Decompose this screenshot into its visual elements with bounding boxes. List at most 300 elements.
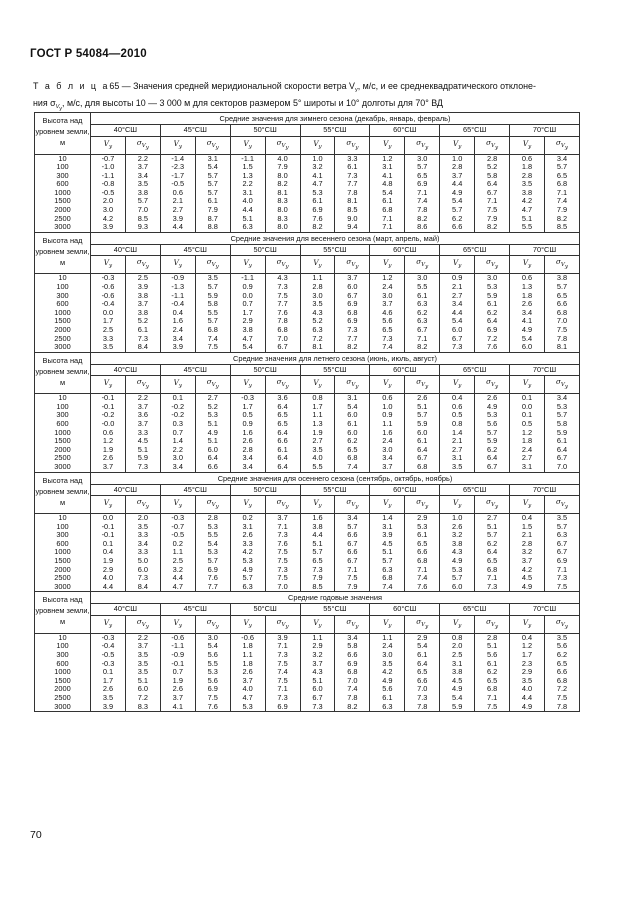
mean-speed-cell: 4.5 bbox=[440, 677, 475, 686]
std-dev-cell: 3.1 bbox=[335, 394, 370, 403]
mean-speed-cell: 1.3 bbox=[300, 420, 335, 429]
std-dev-cell: 7.3 bbox=[405, 694, 440, 703]
std-dev-symbol: $\sigma_{V_y}$ bbox=[475, 256, 510, 274]
std-dev-cell: 7.5 bbox=[265, 677, 300, 686]
std-dev-cell: 5.9 bbox=[544, 429, 579, 438]
mean-speed-cell: -0.1 bbox=[91, 394, 126, 403]
height-cell: 2500 bbox=[35, 694, 91, 703]
sector-header: 50°СШ bbox=[230, 484, 300, 496]
mean-speed-cell: -1.0 bbox=[91, 163, 126, 172]
std-dev-cell: 7.1 bbox=[265, 685, 300, 694]
mean-speed-cell: 3.7 bbox=[300, 660, 335, 669]
std-dev-cell: 5.6 bbox=[475, 420, 510, 429]
table-body bbox=[35, 113, 580, 712]
std-dev-cell: 8.2 bbox=[475, 223, 510, 232]
mean-speed-cell: 3.8 bbox=[440, 668, 475, 677]
std-dev-cell: 6.5 bbox=[405, 540, 440, 549]
mean-speed-cell: 2.2 bbox=[160, 446, 195, 455]
mean-speed-cell: 5.7 bbox=[370, 557, 405, 566]
mean-speed-cell: 3.8 bbox=[440, 540, 475, 549]
mean-speed-cell: 1.0 bbox=[300, 154, 335, 163]
std-dev-cell: 7.6 bbox=[265, 309, 300, 318]
table-row bbox=[35, 583, 580, 592]
mean-speed-symbol: $V_y$ bbox=[230, 615, 265, 633]
table-row bbox=[35, 454, 580, 463]
std-dev-cell: 6.1 bbox=[405, 531, 440, 540]
table-row bbox=[35, 180, 580, 189]
std-dev-cell: 6.3 bbox=[544, 531, 579, 540]
table-row bbox=[35, 429, 580, 438]
std-dev-cell: 5.7 bbox=[125, 197, 160, 206]
mean-speed-cell: 2.5 bbox=[160, 557, 195, 566]
std-dev-cell: 6.7 bbox=[405, 454, 440, 463]
std-dev-cell: 6.1 bbox=[544, 437, 579, 446]
mean-speed-cell: 3.5 bbox=[91, 694, 126, 703]
std-dev-cell: 6.4 bbox=[265, 429, 300, 438]
std-dev-cell: 2.7 bbox=[195, 394, 230, 403]
sector-header: 70°СШ bbox=[510, 484, 580, 496]
mean-speed-cell: -0.5 bbox=[91, 189, 126, 198]
std-dev-cell: 7.1 bbox=[405, 335, 440, 344]
std-dev-cell: 7.7 bbox=[265, 300, 300, 309]
mean-speed-cell: 0.1 bbox=[91, 540, 126, 549]
std-dev-cell: 7.3 bbox=[125, 463, 160, 472]
mean-speed-cell: 6.7 bbox=[440, 335, 475, 344]
std-dev-cell: 5.4 bbox=[335, 403, 370, 412]
std-dev-symbol: $\sigma_{V_y}$ bbox=[125, 376, 160, 394]
mean-speed-cell: 4.9 bbox=[370, 677, 405, 686]
mean-speed-symbol: $V_y$ bbox=[91, 136, 126, 154]
std-dev-cell: 8.1 bbox=[544, 343, 579, 352]
std-dev-cell: 2.9 bbox=[405, 633, 440, 642]
std-dev-cell: 3.6 bbox=[265, 394, 300, 403]
height-cell: 2000 bbox=[35, 326, 91, 335]
mean-speed-cell: 5.3 bbox=[230, 557, 265, 566]
std-dev-cell: 6.0 bbox=[405, 429, 440, 438]
mean-speed-cell: 5.7 bbox=[440, 574, 475, 583]
std-dev-cell: 7.9 bbox=[544, 206, 579, 215]
mean-speed-cell: 6.3 bbox=[370, 703, 405, 712]
mean-speed-symbol: $V_y$ bbox=[370, 615, 405, 633]
std-dev-cell: 7.6 bbox=[265, 540, 300, 549]
std-dev-cell: 7.6 bbox=[475, 343, 510, 352]
symbol-header-row bbox=[35, 496, 580, 514]
mean-speed-symbol: $V_y$ bbox=[300, 496, 335, 514]
std-dev-cell: 3.0 bbox=[195, 633, 230, 642]
table-row bbox=[35, 703, 580, 712]
height-cell: 1500 bbox=[35, 677, 91, 686]
mean-speed-cell: 0.2 bbox=[230, 514, 265, 523]
mean-speed-cell: 2.1 bbox=[160, 197, 195, 206]
std-dev-cell: 8.5 bbox=[335, 206, 370, 215]
std-dev-cell: 4.3 bbox=[265, 274, 300, 283]
height-cell: 10 bbox=[35, 274, 91, 283]
mean-speed-cell: 4.7 bbox=[230, 694, 265, 703]
mean-speed-cell: 5.4 bbox=[510, 335, 545, 344]
mean-speed-symbol: $V_y$ bbox=[440, 615, 475, 633]
std-dev-cell: 6.7 bbox=[335, 540, 370, 549]
std-dev-cell: 7.0 bbox=[125, 206, 160, 215]
mean-speed-cell: 1.8 bbox=[510, 292, 545, 301]
std-dev-cell: 3.7 bbox=[125, 163, 160, 172]
mean-speed-cell: 3.7 bbox=[440, 172, 475, 181]
std-dev-cell: 9.4 bbox=[335, 223, 370, 232]
height-column-header: Высота над уровнем земли, м bbox=[35, 113, 91, 155]
std-dev-symbol: $\sigma_{V_y}$ bbox=[265, 496, 300, 514]
mean-speed-cell: 4.8 bbox=[370, 180, 405, 189]
std-dev-cell: 3.9 bbox=[125, 283, 160, 292]
std-dev-cell: 6.6 bbox=[195, 463, 230, 472]
std-dev-cell: 7.1 bbox=[335, 566, 370, 575]
mean-speed-cell: 2.6 bbox=[160, 685, 195, 694]
std-dev-symbol: $\sigma_{V_y}$ bbox=[195, 376, 230, 394]
std-dev-cell: 7.3 bbox=[265, 531, 300, 540]
std-dev-cell: 7.4 bbox=[335, 685, 370, 694]
table-row bbox=[35, 326, 580, 335]
mean-speed-cell: 5.6 bbox=[370, 685, 405, 694]
std-dev-cell: 7.6 bbox=[195, 574, 230, 583]
sector-header: 40°СШ bbox=[91, 604, 161, 616]
std-dev-cell: 3.7 bbox=[125, 420, 160, 429]
mean-speed-cell: 3.9 bbox=[160, 343, 195, 352]
std-dev-cell: 8.0 bbox=[265, 172, 300, 181]
std-dev-cell: 5.7 bbox=[544, 523, 579, 532]
mean-speed-cell: 1.7 bbox=[230, 309, 265, 318]
std-dev-cell: 6.0 bbox=[125, 566, 160, 575]
height-cell: 10 bbox=[35, 633, 91, 642]
table-row bbox=[35, 394, 580, 403]
std-dev-symbol: $\sigma_{V_y}$ bbox=[125, 615, 160, 633]
mean-speed-cell: 0.0 bbox=[510, 403, 545, 412]
std-dev-cell: 7.0 bbox=[335, 677, 370, 686]
mean-speed-cell: 3.4 bbox=[160, 335, 195, 344]
std-dev-cell: 6.8 bbox=[335, 668, 370, 677]
std-dev-symbol: $\sigma_{V_y}$ bbox=[475, 136, 510, 154]
std-dev-cell: 7.5 bbox=[544, 326, 579, 335]
std-dev-cell: 3.5 bbox=[125, 668, 160, 677]
season-header-row bbox=[35, 232, 580, 244]
mean-speed-cell: 2.2 bbox=[230, 180, 265, 189]
std-dev-cell: 5.4 bbox=[195, 642, 230, 651]
mean-speed-cell: 4.1 bbox=[300, 172, 335, 181]
mean-speed-cell: 6.0 bbox=[510, 343, 545, 352]
height-cell: 2000 bbox=[35, 446, 91, 455]
mean-speed-cell: 2.7 bbox=[300, 437, 335, 446]
std-dev-cell: 5.2 bbox=[475, 163, 510, 172]
table-row bbox=[35, 446, 580, 455]
height-cell: 600 bbox=[35, 660, 91, 669]
mean-speed-cell: 2.6 bbox=[91, 685, 126, 694]
std-dev-cell: 4.5 bbox=[125, 437, 160, 446]
mean-speed-cell: 1.4 bbox=[440, 429, 475, 438]
mean-speed-cell: 2.4 bbox=[160, 326, 195, 335]
std-dev-cell: 3.5 bbox=[125, 180, 160, 189]
std-dev-cell: 7.3 bbox=[265, 283, 300, 292]
std-dev-cell: 5.1 bbox=[125, 446, 160, 455]
sector-header-row bbox=[35, 244, 580, 256]
mean-speed-cell: 2.9 bbox=[300, 642, 335, 651]
std-dev-cell: 7.4 bbox=[195, 335, 230, 344]
mean-speed-cell: 1.3 bbox=[510, 283, 545, 292]
std-dev-cell: 6.1 bbox=[195, 197, 230, 206]
sector-header: 45°СШ bbox=[160, 484, 230, 496]
mean-speed-cell: 4.5 bbox=[510, 574, 545, 583]
mean-speed-cell: 5.7 bbox=[440, 206, 475, 215]
std-dev-cell: 5.5 bbox=[195, 531, 230, 540]
season-title: Средние значения для весеннего сезона (март, апрель, май) bbox=[91, 232, 580, 244]
mean-speed-cell: -0.5 bbox=[91, 651, 126, 660]
mean-speed-cell: 0.1 bbox=[91, 668, 126, 677]
table-row bbox=[35, 668, 580, 677]
std-dev-cell: 8.2 bbox=[544, 215, 579, 224]
std-dev-cell: 3.3 bbox=[125, 429, 160, 438]
table-row bbox=[35, 642, 580, 651]
mean-speed-cell: 1.4 bbox=[370, 514, 405, 523]
height-cell: 1500 bbox=[35, 437, 91, 446]
std-dev-cell: 7.8 bbox=[405, 206, 440, 215]
sector-header: 65°СШ bbox=[440, 604, 510, 616]
table-row bbox=[35, 197, 580, 206]
mean-speed-cell: -0.1 bbox=[91, 531, 126, 540]
std-dev-cell: 5.4 bbox=[195, 540, 230, 549]
caption-line1: 65 — Значения средней меридиональной скорости ветра V bbox=[109, 81, 355, 91]
std-dev-cell: 6.8 bbox=[475, 566, 510, 575]
std-dev-cell: 7.3 bbox=[125, 335, 160, 344]
mean-speed-symbol: $V_y$ bbox=[160, 256, 195, 274]
mean-speed-cell: 6.0 bbox=[300, 685, 335, 694]
std-dev-cell: 2.8 bbox=[475, 154, 510, 163]
std-dev-cell: 5.7 bbox=[405, 411, 440, 420]
mean-speed-symbol: $V_y$ bbox=[230, 256, 265, 274]
mean-speed-cell: 4.4 bbox=[440, 309, 475, 318]
sector-header: 45°СШ bbox=[160, 244, 230, 256]
mean-speed-cell: 4.9 bbox=[510, 583, 545, 592]
mean-speed-cell: 0.7 bbox=[230, 300, 265, 309]
std-dev-cell: 6.9 bbox=[195, 685, 230, 694]
mean-speed-cell: 8.2 bbox=[300, 223, 335, 232]
std-dev-cell: 3.4 bbox=[125, 540, 160, 549]
mean-speed-cell: -0.6 bbox=[91, 292, 126, 301]
table-row bbox=[35, 223, 580, 232]
std-dev-cell: 5.7 bbox=[195, 189, 230, 198]
mean-speed-cell: 5.7 bbox=[230, 574, 265, 583]
std-dev-cell: 7.4 bbox=[335, 463, 370, 472]
mean-speed-cell: 3.0 bbox=[300, 292, 335, 301]
std-dev-cell: 2.9 bbox=[405, 514, 440, 523]
sector-header: 40°СШ bbox=[91, 125, 161, 137]
mean-speed-cell: 6.0 bbox=[440, 583, 475, 592]
height-cell: 1000 bbox=[35, 189, 91, 198]
height-cell: 1500 bbox=[35, 317, 91, 326]
std-dev-cell: 5.7 bbox=[195, 557, 230, 566]
mean-speed-cell: 1.7 bbox=[510, 651, 545, 660]
std-dev-cell: 6.6 bbox=[335, 531, 370, 540]
mean-speed-cell: 1.2 bbox=[510, 429, 545, 438]
std-dev-cell: 6.7 bbox=[405, 326, 440, 335]
std-dev-cell: 3.5 bbox=[544, 633, 579, 642]
std-dev-cell: 2.8 bbox=[195, 514, 230, 523]
height-cell: 3000 bbox=[35, 223, 91, 232]
mean-speed-cell: 7.3 bbox=[440, 343, 475, 352]
std-dev-cell: 4.9 bbox=[475, 403, 510, 412]
mean-speed-cell: 4.2 bbox=[91, 215, 126, 224]
wind-speed-table bbox=[34, 112, 580, 712]
std-dev-cell: 5.5 bbox=[195, 309, 230, 318]
mean-speed-symbol: $V_y$ bbox=[510, 136, 545, 154]
sector-header: 55°СШ bbox=[300, 604, 370, 616]
height-cell: 100 bbox=[35, 163, 91, 172]
std-dev-cell: 6.6 bbox=[335, 651, 370, 660]
std-dev-cell: 6.0 bbox=[195, 446, 230, 455]
mean-speed-cell: 1.2 bbox=[370, 274, 405, 283]
std-dev-cell: 6.2 bbox=[475, 446, 510, 455]
std-dev-cell: 7.2 bbox=[125, 694, 160, 703]
mean-speed-cell: 0.3 bbox=[160, 420, 195, 429]
mean-speed-cell: 3.1 bbox=[440, 660, 475, 669]
mean-speed-cell: 3.4 bbox=[230, 454, 265, 463]
std-dev-symbol: $\sigma_{V_y}$ bbox=[335, 615, 370, 633]
sector-header: 50°СШ bbox=[230, 364, 300, 376]
mean-speed-cell: 3.1 bbox=[370, 523, 405, 532]
mean-speed-cell: 1.6 bbox=[160, 317, 195, 326]
std-dev-symbol: $\sigma_{V_y}$ bbox=[405, 136, 440, 154]
mean-speed-cell: 1.5 bbox=[230, 163, 265, 172]
std-dev-cell: 3.9 bbox=[265, 633, 300, 642]
caption-sub2: Vy bbox=[55, 104, 63, 112]
mean-speed-symbol: $V_y$ bbox=[510, 376, 545, 394]
std-dev-cell: 6.6 bbox=[405, 677, 440, 686]
height-cell: 2500 bbox=[35, 574, 91, 583]
std-dev-cell: 5.7 bbox=[475, 429, 510, 438]
mean-speed-cell: 5.4 bbox=[440, 317, 475, 326]
mean-speed-cell: 4.1 bbox=[160, 703, 195, 712]
mean-speed-cell: 1.8 bbox=[230, 660, 265, 669]
std-dev-cell: 5.7 bbox=[544, 411, 579, 420]
std-dev-cell: 6.4 bbox=[475, 180, 510, 189]
std-dev-cell: 2.5 bbox=[125, 274, 160, 283]
mean-speed-cell: 0.6 bbox=[160, 189, 195, 198]
std-dev-cell: 8.0 bbox=[265, 206, 300, 215]
mean-speed-cell: 2.7 bbox=[440, 292, 475, 301]
mean-speed-cell: 3.4 bbox=[370, 454, 405, 463]
mean-speed-cell: 3.9 bbox=[91, 703, 126, 712]
table-row bbox=[35, 274, 580, 283]
height-cell: 600 bbox=[35, 180, 91, 189]
sector-header: 50°СШ bbox=[230, 604, 300, 616]
std-dev-cell: 6.9 bbox=[335, 317, 370, 326]
symbol-header-row bbox=[35, 615, 580, 633]
page-number: 70 bbox=[30, 829, 42, 841]
std-dev-cell: 3.8 bbox=[544, 274, 579, 283]
mean-speed-cell: 0.8 bbox=[440, 633, 475, 642]
std-dev-cell: 7.4 bbox=[544, 197, 579, 206]
mean-speed-cell: 3.5 bbox=[300, 300, 335, 309]
mean-speed-symbol: $V_y$ bbox=[91, 496, 126, 514]
mean-speed-cell: 1.8 bbox=[230, 642, 265, 651]
mean-speed-cell: 2.1 bbox=[440, 437, 475, 446]
std-dev-cell: 6.8 bbox=[544, 309, 579, 318]
std-dev-cell: 3.5 bbox=[125, 523, 160, 532]
season-header-row bbox=[35, 592, 580, 604]
mean-speed-cell: -0.4 bbox=[91, 642, 126, 651]
std-dev-cell: 7.7 bbox=[335, 180, 370, 189]
std-dev-cell: 7.5 bbox=[544, 583, 579, 592]
std-dev-cell: 6.0 bbox=[335, 429, 370, 438]
mean-speed-cell: -0.7 bbox=[160, 523, 195, 532]
std-dev-cell: 7.3 bbox=[335, 172, 370, 181]
std-dev-cell: 7.2 bbox=[475, 335, 510, 344]
mean-speed-cell: -0.6 bbox=[160, 633, 195, 642]
mean-speed-cell: 3.1 bbox=[230, 523, 265, 532]
mean-speed-cell: 5.1 bbox=[370, 548, 405, 557]
std-dev-cell: 5.1 bbox=[195, 437, 230, 446]
std-dev-cell: 8.1 bbox=[265, 189, 300, 198]
mean-speed-cell: 1.6 bbox=[230, 429, 265, 438]
mean-speed-cell: 1.7 bbox=[91, 317, 126, 326]
mean-speed-symbol: $V_y$ bbox=[300, 615, 335, 633]
season-header-row bbox=[35, 352, 580, 364]
std-dev-cell: 5.4 bbox=[195, 163, 230, 172]
std-dev-symbol: $\sigma_{V_y}$ bbox=[265, 136, 300, 154]
std-dev-cell: 7.3 bbox=[265, 566, 300, 575]
std-dev-symbol: $\sigma_{V_y}$ bbox=[265, 615, 300, 633]
std-dev-cell: 4.0 bbox=[265, 154, 300, 163]
mean-speed-cell: 0.6 bbox=[91, 429, 126, 438]
height-cell: 2500 bbox=[35, 335, 91, 344]
std-dev-cell: 5.9 bbox=[195, 292, 230, 301]
mean-speed-cell: 5.1 bbox=[510, 215, 545, 224]
mean-speed-cell: -0.5 bbox=[160, 180, 195, 189]
std-dev-cell: 7.3 bbox=[475, 583, 510, 592]
mean-speed-cell: -1.1 bbox=[230, 154, 265, 163]
std-dev-cell: 2.7 bbox=[475, 514, 510, 523]
std-dev-cell: 3.3 bbox=[335, 154, 370, 163]
mean-speed-cell: 0.5 bbox=[230, 411, 265, 420]
std-dev-cell: 7.0 bbox=[405, 685, 440, 694]
table-row bbox=[35, 633, 580, 642]
mean-speed-cell: 4.9 bbox=[510, 326, 545, 335]
mean-speed-cell: -0.3 bbox=[91, 274, 126, 283]
height-cell: 3000 bbox=[35, 703, 91, 712]
std-dev-cell: 7.1 bbox=[475, 574, 510, 583]
std-dev-cell: 7.5 bbox=[475, 206, 510, 215]
mean-speed-cell: 0.1 bbox=[510, 411, 545, 420]
std-dev-cell: 7.3 bbox=[265, 694, 300, 703]
std-dev-cell: 7.9 bbox=[475, 215, 510, 224]
std-dev-cell: 6.7 bbox=[544, 548, 579, 557]
std-dev-cell: 6.1 bbox=[335, 163, 370, 172]
sector-header: 70°СШ bbox=[510, 244, 580, 256]
mean-speed-cell: 6.8 bbox=[370, 574, 405, 583]
mean-speed-cell: 2.7 bbox=[510, 454, 545, 463]
mean-speed-cell: -0.0 bbox=[91, 420, 126, 429]
std-dev-symbol: $\sigma_{V_y}$ bbox=[405, 496, 440, 514]
std-dev-cell: 6.1 bbox=[405, 651, 440, 660]
std-dev-cell: 6.4 bbox=[405, 446, 440, 455]
std-dev-symbol: $\sigma_{V_y}$ bbox=[195, 136, 230, 154]
std-dev-cell: 6.5 bbox=[335, 446, 370, 455]
std-dev-symbol: $\sigma_{V_y}$ bbox=[265, 256, 300, 274]
height-cell: 100 bbox=[35, 403, 91, 412]
std-dev-symbol: $\sigma_{V_y}$ bbox=[335, 376, 370, 394]
std-dev-cell: 7.1 bbox=[475, 197, 510, 206]
table-row bbox=[35, 283, 580, 292]
std-dev-cell: 6.9 bbox=[335, 300, 370, 309]
mean-speed-symbol: $V_y$ bbox=[440, 496, 475, 514]
std-dev-cell: 6.9 bbox=[265, 703, 300, 712]
std-dev-cell: 7.5 bbox=[195, 694, 230, 703]
height-column-header: Высота над уровнем земли, м bbox=[35, 352, 91, 394]
